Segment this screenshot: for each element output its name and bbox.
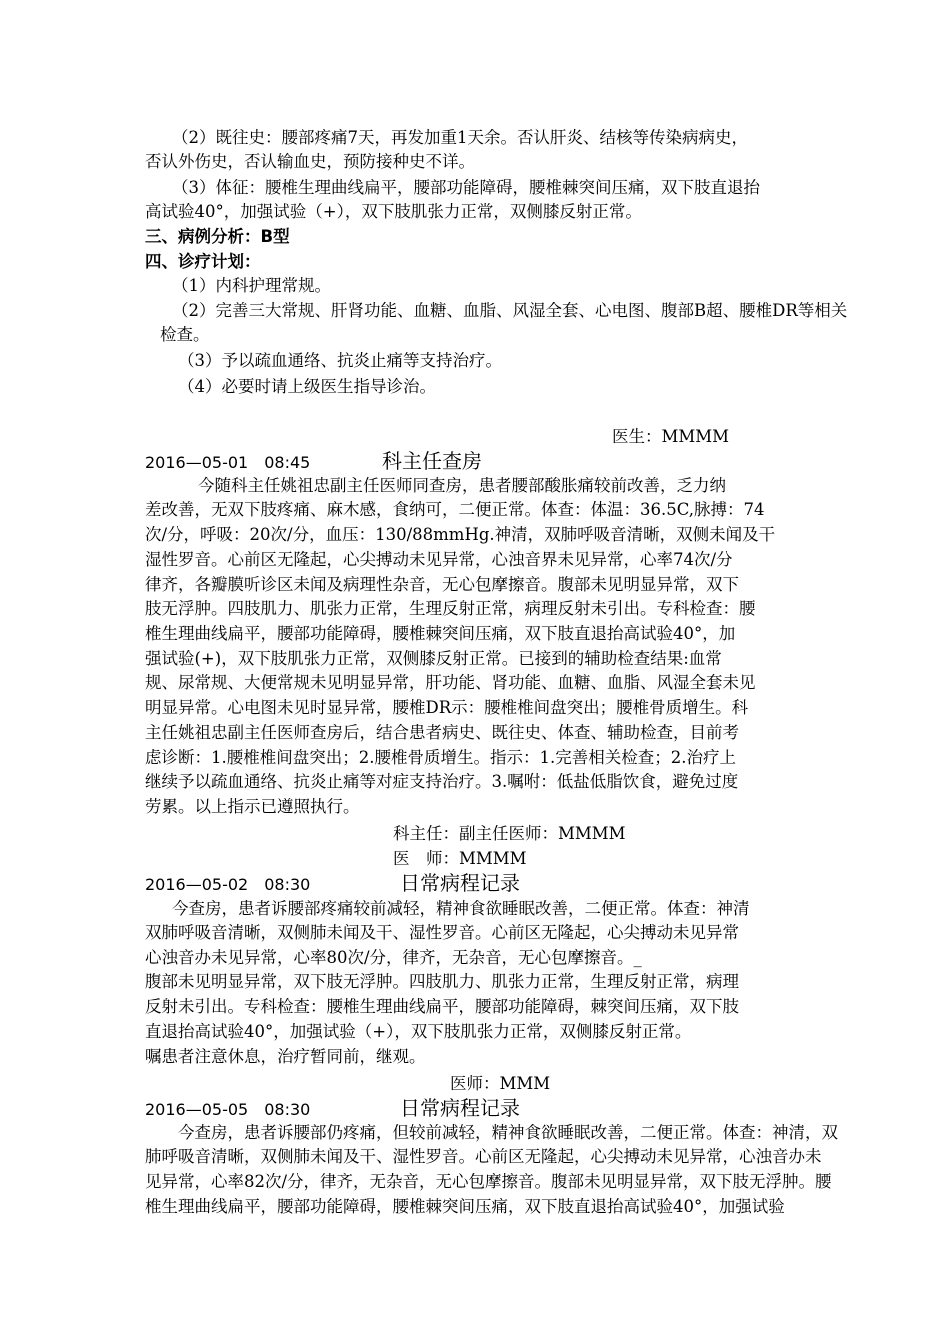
plan-item-4: （4）必要时请上级医生指导诊治。	[178, 377, 436, 396]
case-analysis-heading: 三、病例分析：B型	[145, 227, 290, 246]
plan-item-3: （3）予以疏血通络、抗炎止痛等支持治疗。	[178, 351, 502, 370]
entry2-line: 双肺呼吸音清晰，双侧肺未闻及干、湿性罗音。心前区无隆起，心尖搏动未见异常	[145, 923, 739, 942]
physical-sign-line-1: （3）体征：腰椎生理曲线扁平，腰部功能障碍，腰椎棘突间压痛，双下肢直退抬	[172, 178, 760, 197]
entry1-title: 科主任查房	[382, 449, 482, 473]
entry1-line: 明显异常。心电图未见时显异常，腰椎DR示：腰椎椎间盘突出；腰椎骨质增生。科	[145, 698, 749, 717]
entry1-line: 虑诊断：1.腰椎椎间盘突出；2.腰椎骨质增生。指示：1.完善相关检查；2.治疗上	[145, 748, 736, 767]
plan-item-1: （1）内科护理常规。	[172, 276, 331, 295]
entry2-doctor-signature: 医师：MMM	[450, 1074, 551, 1093]
entry1-line: 肢无浮肿。四肢肌力、肌张力正常，生理反射正常，病理反射未引出。专科检查：腰	[145, 599, 756, 618]
past-history-line-2: 否认外伤史，否认输血史，预防接种史不详。	[145, 152, 475, 171]
entry2-title: 日常病程记录	[400, 871, 520, 895]
entry1-chief-signature: 科主任：副主任医师：MMMM	[393, 824, 626, 843]
entry2-line: 反射未引出。专科检查：腰椎生理曲线扁平，腰部功能障碍，棘突间压痛，双下肢	[145, 997, 739, 1016]
plan-item-2-line-1: （2）完善三大常规、肝肾功能、血糖、血脂、风湿全套、心电图、腹部B超、腰椎DR等相关	[172, 301, 848, 320]
entry3-line: 见异常，心率82次/分，律齐，无杂音，无心包摩擦音。腹部未见明显异常，双下肢无浮肿。腰	[145, 1172, 832, 1191]
entry2-line: 今查房，患者诉腰部疼痛较前减轻，精神食欲睡眠改善，二便正常。体查：神清	[172, 899, 750, 918]
doctor-signature-1: 医生：MMMM	[612, 427, 730, 446]
entry2-line: 心浊音办未见异常，心率80次/分，律齐，无杂音，无心包摩擦音。_	[145, 948, 642, 967]
entry1-line: 今随科主任姚祖忠副主任医师同查房，患者腰部酸胀痛较前改善，乏力纳	[198, 476, 726, 495]
entry3-line: 椎生理曲线扁平，腰部功能障碍，腰椎棘突间压痛，双下肢直退抬高试验40°，加强试验	[145, 1197, 785, 1216]
entry1-line: 椎生理曲线扁平，腰部功能障碍，腰椎棘突间压痛，双下肢直退抬高试验40°，加	[145, 624, 736, 643]
entry1-line: 主任姚祖忠副主任医师查房后，结合患者病史、既往史、体查、辅助检查，目前考	[145, 723, 739, 742]
treatment-plan-heading: 四、诊疗计划：	[145, 252, 261, 271]
entry3-line: 今查房，患者诉腰部仍疼痛，但较前减轻，精神食欲睡眠改善，二便正常。体查：神清，双	[178, 1123, 838, 1142]
past-history-line-1: （2）既往史：腰部疼痛7天，再发加重1天余。否认肝炎、结核等传染病病史，	[172, 128, 748, 147]
entry1-line: 差改善，无双下肢疼痛、麻木感，食纳可，二便正常。体查：体温：36.5C,脉搏：74	[145, 500, 765, 519]
entry2-line: 嘱患者注意休息，治疗暂同前，继观。	[145, 1047, 426, 1066]
entry1-line: 次/分，呼吸：20次/分，血压：130/88mmHg.神清，双肺呼吸音清晰，双侧未闻及干	[145, 525, 776, 544]
physical-sign-line-2: 高试验40°，加强试验（+），双下肢肌张力正常，双侧膝反射正常。	[145, 202, 642, 221]
entry2-line: 直退抬高试验40°，加强试验（+），双下肢肌张力正常，双侧膝反射正常。	[145, 1022, 692, 1041]
entry2-datetime: 2016—05-02 08:30	[145, 875, 311, 894]
entry3-title: 日常病程记录	[400, 1096, 520, 1120]
entry2-line: 腹部未见明显异常，双下肢无浮肿。四肢肌力、肌张力正常，生理反射正常，病理	[145, 972, 739, 991]
entry3-datetime: 2016—05-05 08:30	[145, 1100, 311, 1119]
entry1-line: 湿性罗音。心前区无隆起，心尖搏动未见异常，心浊音界未见异常，心率74次/分	[145, 550, 733, 569]
entry3-line: 肺呼吸音清晰，双侧肺未闻及干、湿性罗音。心前区无隆起，心尖搏动未见异常，心浊音办未	[145, 1147, 822, 1166]
entry1-line: 强试验(+)，双下肢肌张力正常，双侧膝反射正常。已接到的辅助检查结果:血常	[145, 649, 722, 668]
entry1-line: 律齐，各瓣膜听诊区未闻及病理性杂音，无心包摩擦音。腹部未见明显异常，双下	[145, 575, 739, 594]
entry1-line: 劳累。以上指示已遵照执行。	[145, 797, 360, 816]
entry1-doctor-signature: 医 师：MMMM	[393, 849, 527, 868]
plan-item-2-line-2: 检查。	[160, 325, 210, 344]
entry1-line: 规、尿常规、大便常规未见明显异常，肝功能、肾功能、血糖、血脂、风湿全套未见	[145, 673, 756, 692]
entry1-line: 继续予以疏血通络、抗炎止痛等对症支持治疗。3.嘱咐：低盐低脂饮食，避免过度	[145, 772, 739, 791]
entry1-datetime: 2016—05-01 08:45	[145, 453, 311, 472]
